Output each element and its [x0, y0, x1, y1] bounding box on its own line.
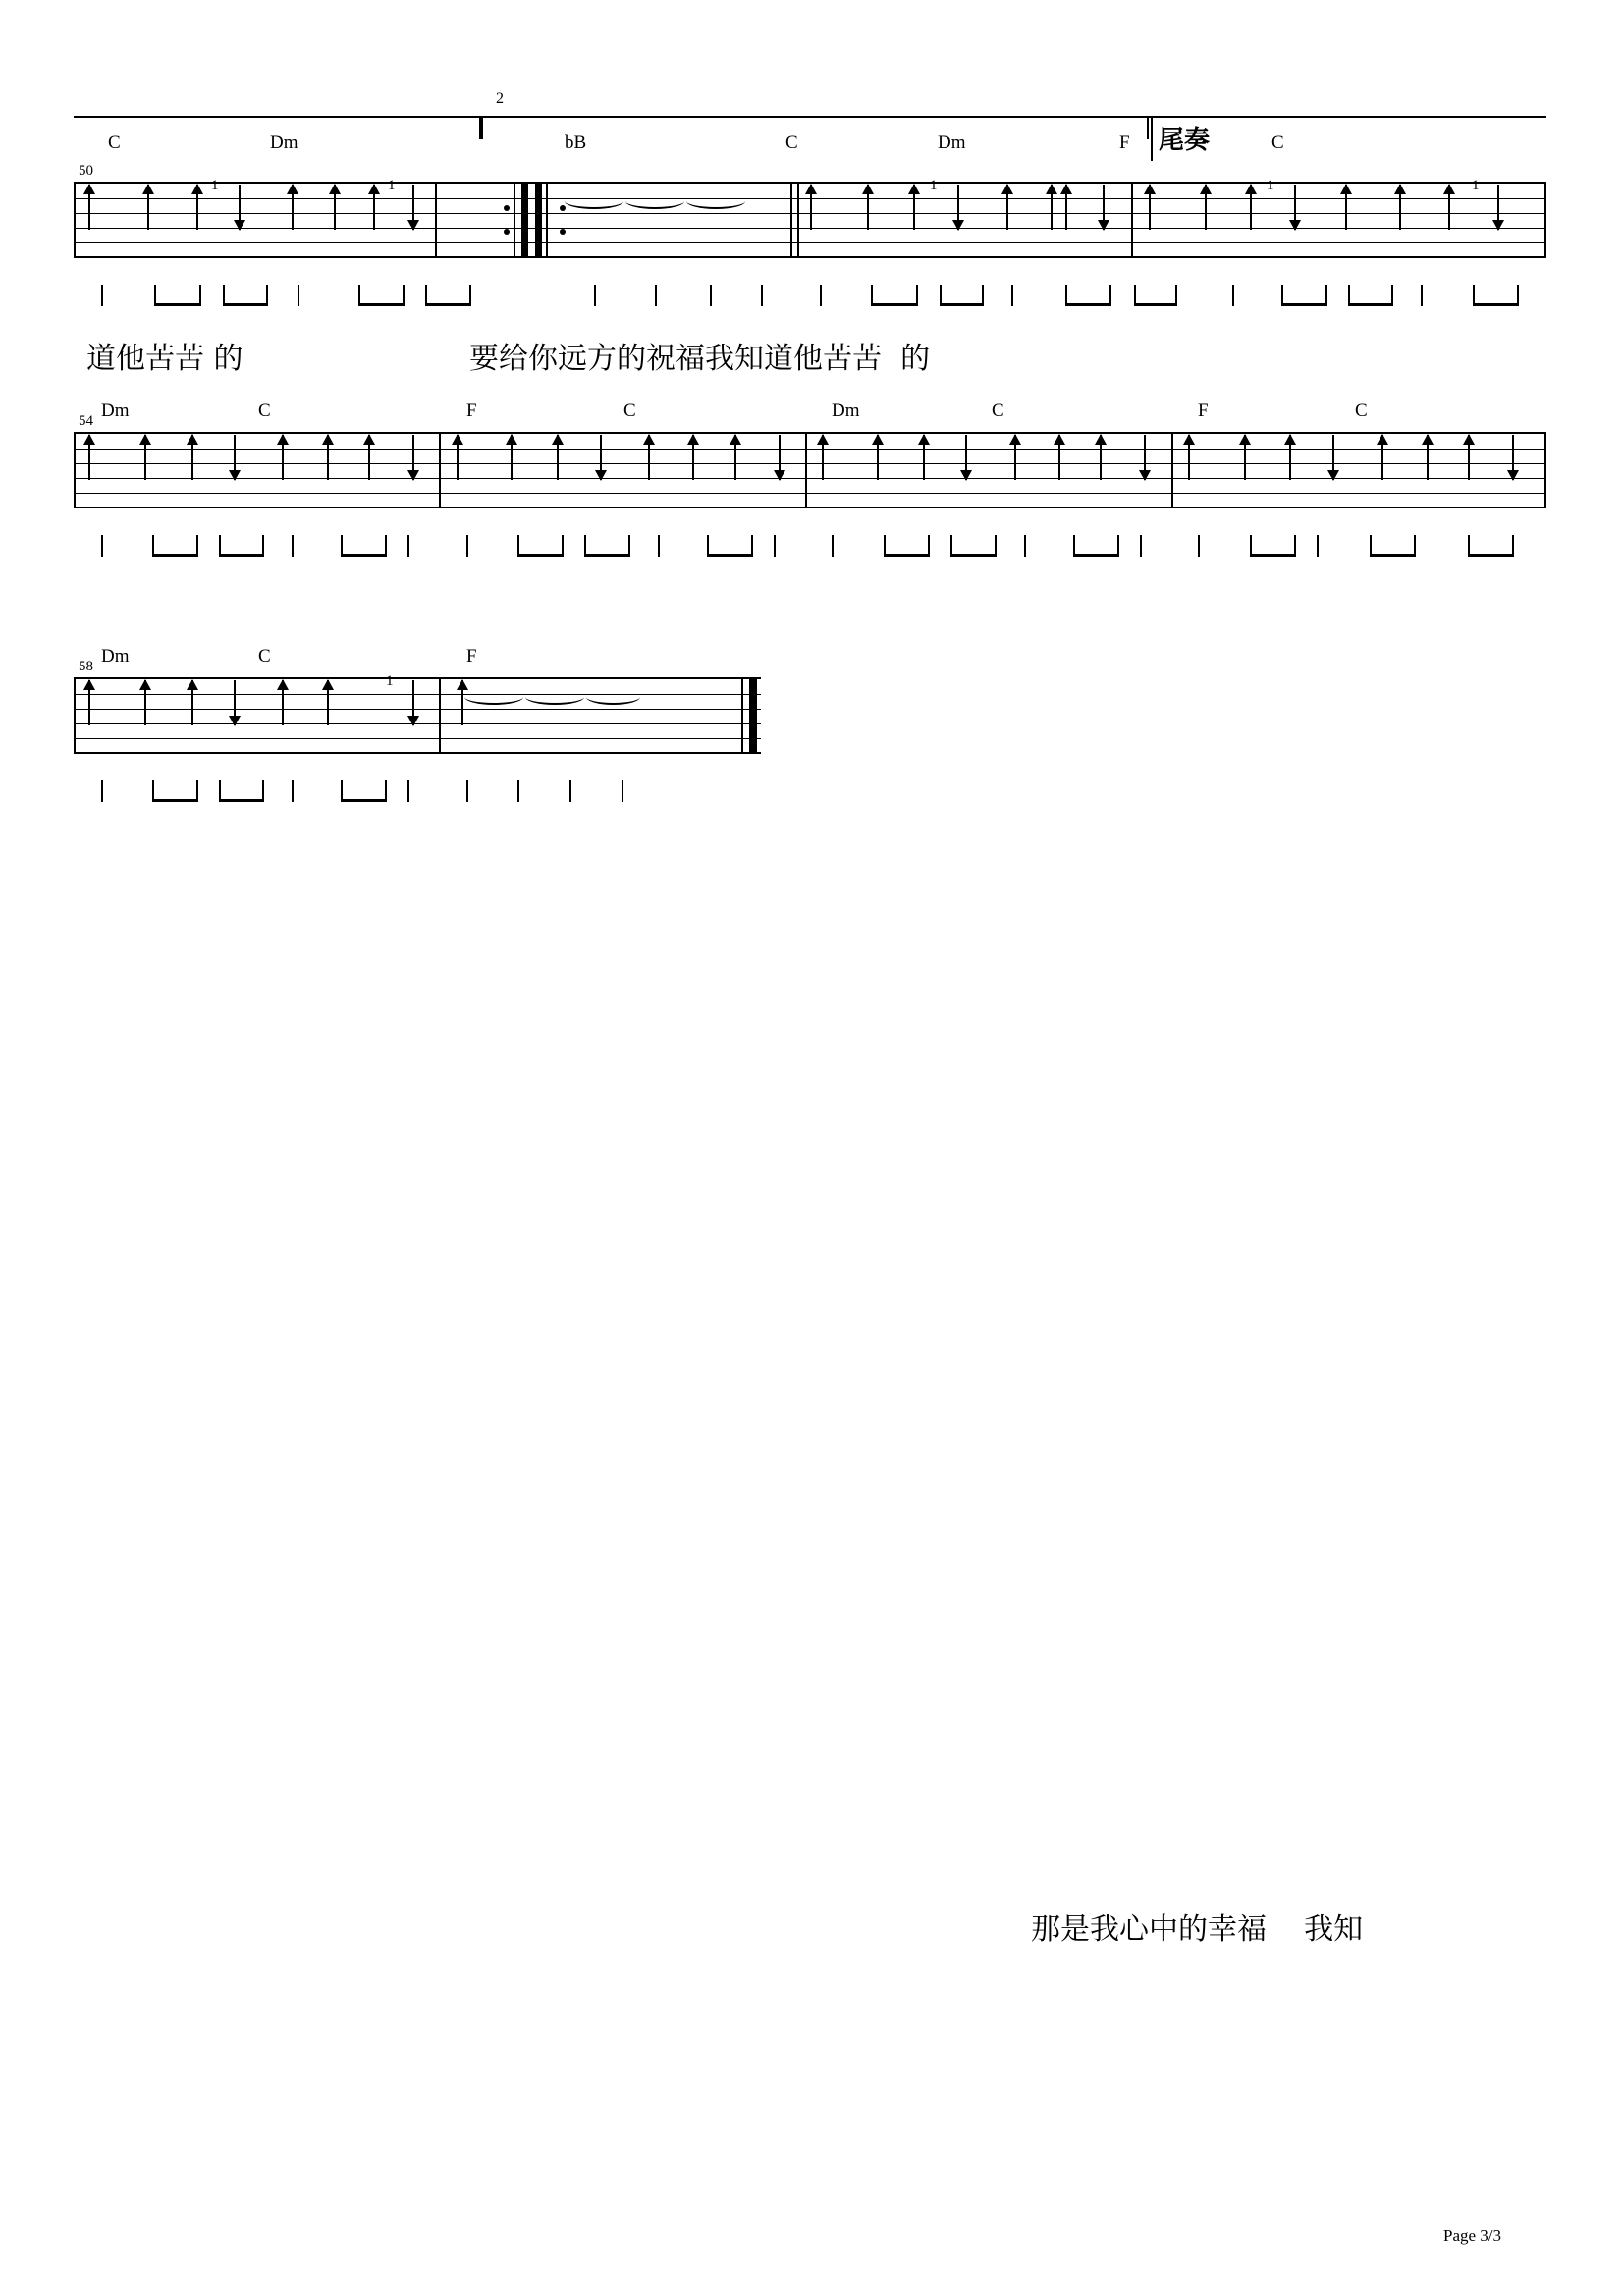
section-label-outro: 尾奏 — [1159, 126, 1211, 155]
ending-number-label: 2 — [496, 90, 504, 107]
strum-up-arrow — [1100, 435, 1102, 480]
chord-label: F — [1119, 133, 1130, 153]
measure-number: 58 — [79, 659, 93, 674]
chord-label: F — [466, 646, 477, 667]
chord-label: C — [1355, 400, 1368, 421]
strum-down-arrow — [1512, 435, 1514, 480]
lyric-line: 要给你远方的祝福我知道他苦苦 的 — [469, 342, 931, 376]
chord-label: C — [992, 400, 1004, 421]
measure-number: 54 — [79, 413, 93, 429]
chord-label: Dm — [101, 400, 130, 421]
strum-up-arrow — [144, 435, 146, 480]
strum-up-arrow — [867, 185, 869, 230]
chord-label: C — [258, 400, 271, 421]
strum-down-arrow — [412, 185, 414, 230]
rhythm-row-1 — [74, 285, 1546, 319]
strum-up-arrow — [1289, 435, 1291, 480]
repeat-barline-start — [535, 182, 555, 258]
strum-down-arrow — [1144, 435, 1146, 480]
rhythm-row-3 — [74, 780, 761, 815]
chord-label: Dm — [832, 400, 860, 421]
strum-down-arrow — [234, 435, 236, 480]
fret-digit: 1 — [930, 178, 938, 193]
chord-label: C — [785, 133, 798, 153]
strum-up-arrow — [292, 185, 294, 230]
strum-up-arrow — [1448, 185, 1450, 230]
strum-up-arrow — [1381, 435, 1383, 480]
strum-up-arrow — [368, 435, 370, 480]
strum-up-arrow — [511, 435, 513, 480]
strum-up-arrow — [923, 435, 925, 480]
chord-label: C — [623, 400, 636, 421]
fret-digit: 1 — [388, 178, 396, 193]
strum-up-arrow — [327, 680, 329, 725]
strum-down-arrow — [600, 435, 602, 480]
chord-label: F — [1198, 400, 1209, 421]
fret-digit: 1 — [211, 178, 219, 193]
page-footer: Page 3/3 — [1443, 2226, 1502, 2245]
chord-label: Dm — [270, 133, 298, 153]
strum-up-arrow — [144, 680, 146, 725]
strum-down-arrow — [239, 185, 241, 230]
strum-up-arrow — [1149, 185, 1151, 230]
strum-up-arrow — [282, 435, 284, 480]
strum-up-arrow — [692, 435, 694, 480]
strum-up-arrow — [1427, 435, 1429, 480]
strum-up-arrow — [147, 185, 149, 230]
tie-slur — [565, 193, 623, 209]
strum-up-arrow — [1006, 185, 1008, 230]
ending-bracket-2 — [481, 116, 1149, 139]
strum-up-arrow — [822, 435, 824, 480]
repeat-barline-end — [514, 182, 533, 258]
fret-digit: 1 — [1472, 178, 1480, 193]
tie-slur — [464, 689, 523, 705]
strum-up-arrow — [282, 680, 284, 725]
measure-number: 50 — [79, 163, 93, 179]
chord-label: C — [258, 646, 271, 667]
strum-down-arrow — [234, 680, 236, 725]
footer-lyric: 那是我心中的幸福 我知 — [1031, 1912, 1364, 1947]
chord-label: Dm — [101, 646, 130, 667]
strum-up-arrow — [461, 680, 463, 725]
strum-down-arrow — [412, 680, 414, 725]
chord-label: C — [1271, 133, 1284, 153]
strum-up-arrow — [457, 435, 459, 480]
strum-up-arrow — [88, 680, 90, 725]
rhythm-row-2 — [74, 535, 1546, 569]
system-2 — [74, 400, 1546, 510]
strum-down-arrow — [1103, 185, 1105, 230]
strum-up-arrow — [1399, 185, 1401, 230]
strum-down-arrow — [965, 435, 967, 480]
strum-up-arrow — [327, 435, 329, 480]
strum-up-arrow — [1065, 185, 1067, 230]
strum-up-arrow — [196, 185, 198, 230]
strum-down-arrow — [1497, 185, 1499, 230]
strum-up-arrow — [1244, 435, 1246, 480]
strum-up-arrow — [334, 185, 336, 230]
chord-label: F — [466, 400, 477, 421]
strum-down-arrow — [1294, 185, 1296, 230]
strum-up-arrow — [877, 435, 879, 480]
strum-down-arrow — [779, 435, 781, 480]
strum-up-arrow — [88, 185, 90, 230]
strum-up-arrow — [1014, 435, 1016, 480]
strum-up-arrow — [1250, 185, 1252, 230]
strum-up-arrow — [648, 435, 650, 480]
strum-up-arrow — [1205, 185, 1207, 230]
strum-down-arrow — [957, 185, 959, 230]
final-barline — [741, 677, 761, 754]
staff-2 — [74, 432, 1546, 508]
system-3 — [74, 646, 761, 756]
lyric-line: 道他苦苦 的 — [86, 342, 243, 376]
strum-down-arrow — [1332, 435, 1334, 480]
strum-up-arrow — [191, 435, 193, 480]
fret-digit: 1 — [386, 673, 394, 689]
tie-slur — [686, 193, 745, 209]
strum-up-arrow — [1468, 435, 1470, 480]
chord-label: C — [108, 133, 121, 153]
strum-down-arrow — [412, 435, 414, 480]
ending-bracket-1 — [74, 116, 481, 139]
strum-up-arrow — [810, 185, 812, 230]
strum-up-arrow — [191, 680, 193, 725]
strum-up-arrow — [88, 435, 90, 480]
chord-label: Dm — [938, 133, 966, 153]
strum-up-arrow — [734, 435, 736, 480]
tie-slur — [525, 689, 584, 705]
fret-digit: 1 — [1267, 178, 1274, 193]
tie-slur — [625, 193, 684, 209]
strum-up-arrow — [373, 185, 375, 230]
chord-label: bB — [565, 133, 587, 153]
strum-up-arrow — [1345, 185, 1347, 230]
strum-up-arrow — [1188, 435, 1190, 480]
strum-up-arrow — [1058, 435, 1060, 480]
strum-up-arrow — [1051, 185, 1053, 230]
strum-up-arrow — [557, 435, 559, 480]
strum-up-arrow — [913, 185, 915, 230]
tie-slur — [586, 689, 640, 705]
